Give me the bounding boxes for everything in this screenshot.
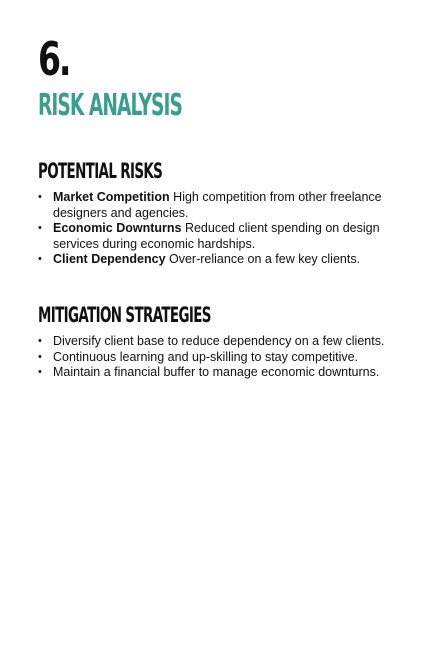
list-item — [38, 252, 398, 268]
list-item — [38, 221, 398, 252]
strategy-text: Maintain a financial buffer to manage economic downturns. — [53, 365, 380, 379]
section-number: 6. — [38, 32, 70, 86]
mitigation-strategies-list — [38, 334, 398, 381]
risk-term: Economic Downturns — [53, 221, 182, 235]
bullet-icon: • — [38, 222, 42, 234]
list-item — [38, 334, 398, 350]
bullet-icon: • — [38, 350, 42, 363]
potential-risks-heading: POTENTIAL RISKS — [38, 159, 163, 183]
strategy-text: Diversify client base to reduce dependency on a few clients. — [53, 334, 385, 348]
risk-term: Market Competition — [53, 190, 170, 204]
risk-description: High competition from other freelance designers and agencies. — [53, 190, 382, 220]
bullet-icon: • — [38, 191, 42, 203]
strategy-text: Continuous learning and up-skilling to stay competitive. — [53, 349, 359, 364]
page-title: RISK ANALYSIS — [38, 88, 182, 123]
list-item — [38, 350, 398, 366]
risk-description: Over-reliance on a few key clients. — [165, 252, 361, 266]
bullet-icon: • — [38, 335, 42, 347]
risk-term: Client Dependency — [53, 252, 166, 266]
bullet-icon: • — [38, 366, 42, 378]
potential-risks-list — [38, 190, 398, 268]
bullet-icon: • — [38, 253, 42, 265]
mitigation-strategies-heading: MITIGATION STRATEGIES — [38, 303, 211, 327]
list-item — [38, 365, 398, 381]
list-item — [38, 190, 398, 221]
risk-description: Reduced client spending on design services during economic hardships. — [53, 221, 380, 251]
